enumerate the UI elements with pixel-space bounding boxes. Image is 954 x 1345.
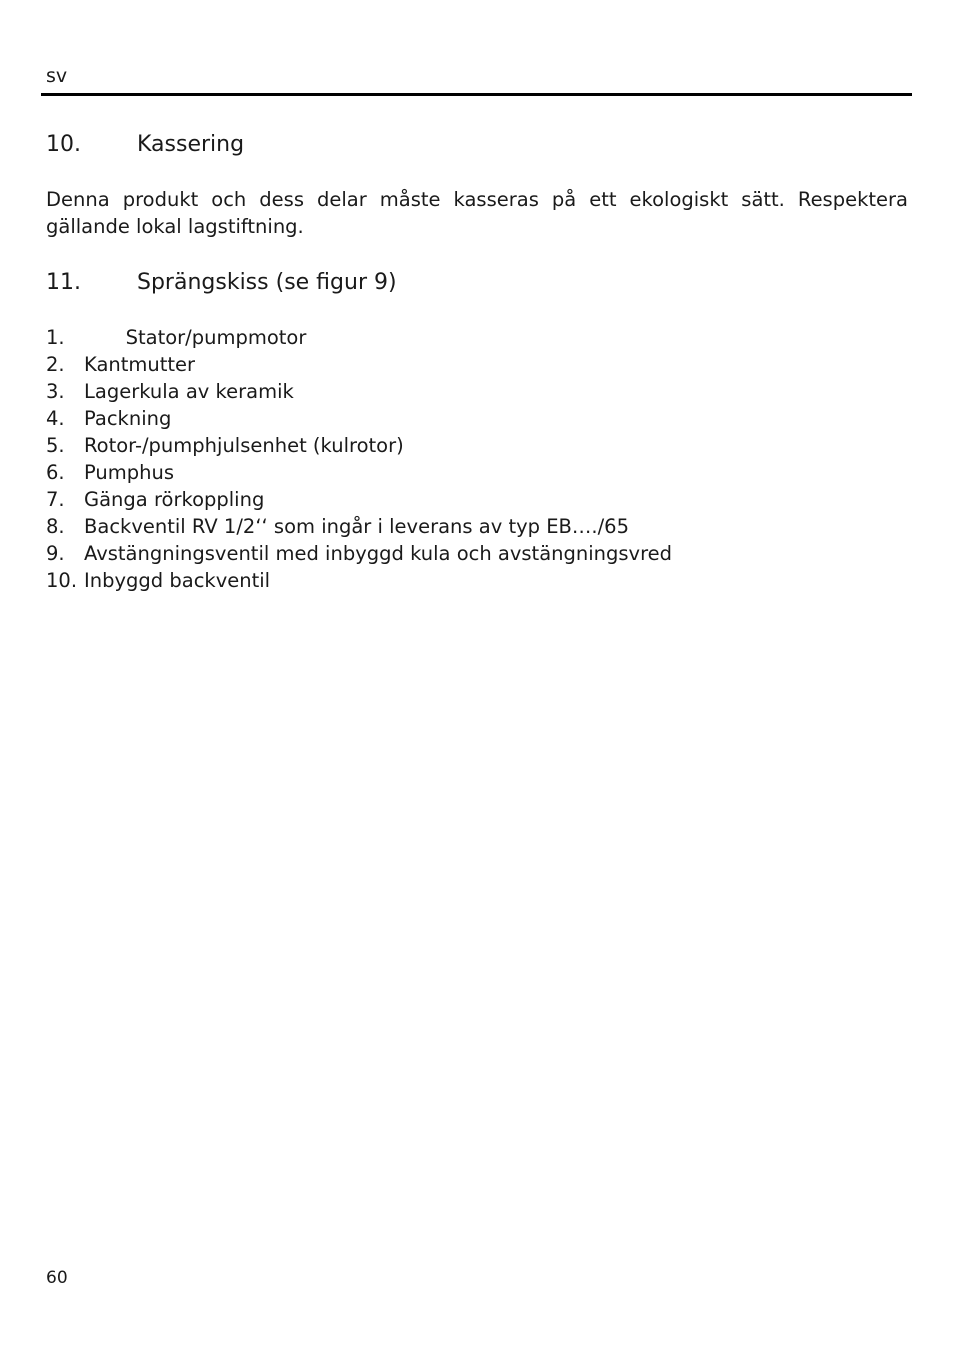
section-10-number: 10.: [46, 132, 81, 157]
section-10-body: Denna produkt och dess delar måste kasseras på ett ekologiskt sätt. Respektera gällande lokal lagstiftning.: [46, 188, 908, 238]
list-item-label: Backventil RV 1/2‘‘ som ingår i leverans av typ EB…./65: [84, 515, 630, 538]
list-item-number: 5.: [46, 434, 65, 457]
section-11-title-suffix: (se figur 9): [275, 270, 397, 295]
page-number: 60: [46, 1268, 68, 1288]
list-item-label: Stator/pumpmotor: [125, 326, 307, 349]
list-item-label: Pumphus: [84, 461, 175, 484]
list-item-label: Lagerkula av keramik: [84, 380, 294, 403]
list-item-label: Kantmutter: [84, 353, 196, 376]
list-item: [46, 351, 672, 378]
list-item: [46, 513, 672, 540]
list-item-label: Rotor-/pumphjulsenhet (kulrotor): [84, 434, 404, 457]
list-item-number: 1.: [46, 326, 65, 349]
parts-list: [46, 324, 672, 594]
list-item-number: 6.: [46, 461, 65, 484]
list-item: [46, 459, 672, 486]
section-11-title: Sprängskiss: [137, 270, 269, 295]
list-item: [46, 567, 672, 594]
list-item: [46, 486, 672, 513]
list-item: [46, 540, 672, 567]
section-10-title: Kassering: [137, 132, 245, 157]
section-10-heading: [46, 131, 244, 159]
header-rule: [41, 93, 912, 96]
list-item-number: 4.: [46, 407, 65, 430]
list-item-number: 7.: [46, 488, 65, 511]
list-item-number: 3.: [46, 380, 65, 403]
list-item: [46, 324, 672, 351]
list-item-number: 9.: [46, 542, 65, 565]
list-item: [46, 405, 672, 432]
list-item-number: 10.: [46, 569, 78, 592]
list-item: [46, 432, 672, 459]
section-11-number: 11.: [46, 270, 81, 295]
list-item-label: Avstängningsventil med inbyggd kula och avstängningsvred: [84, 542, 673, 565]
list-item: [46, 378, 672, 405]
section-11-heading: [46, 269, 397, 297]
list-item-label: Gänga rörkoppling: [84, 488, 265, 511]
list-item-label: Packning: [84, 407, 172, 430]
list-item-label: Inbyggd backventil: [84, 569, 271, 592]
list-item-number: 2.: [46, 353, 65, 376]
list-item-number: 8.: [46, 515, 65, 538]
language-code: sv: [46, 65, 68, 87]
